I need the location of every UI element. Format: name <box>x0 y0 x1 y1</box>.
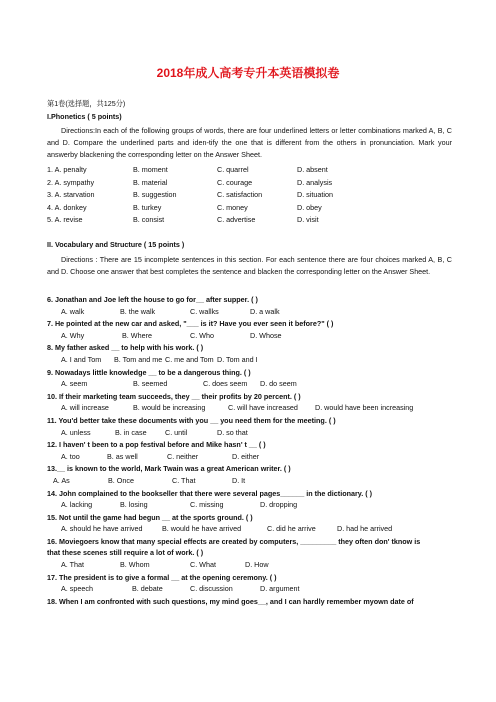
answer-option: A. should he have arrived <box>61 524 143 534</box>
question-text: 18. When I am confronted with such questions, my mind goes__, and I can hardly remember myown date of <box>47 597 414 606</box>
document-title: 2018年成人高考专升本英语模拟卷 <box>156 66 340 80</box>
phonetics-option: B. moment <box>133 165 168 174</box>
answer-option: C. will have increased <box>228 403 298 413</box>
section2-heading: II. Vocabulary and Structure ( 15 points ) <box>47 240 185 249</box>
question-text: 8. My father asked __ to help with his work. ( ) <box>47 343 204 353</box>
answer-option: A. will increase <box>61 403 109 413</box>
answer-option: B. Where <box>122 330 152 340</box>
question-text: 13.__ is known to the world, Mark Twain was a great American writer. ( ) <box>47 464 291 474</box>
answer-option: D. would have been increasing <box>315 403 414 413</box>
answer-option: C. until <box>165 427 188 437</box>
answer-option: A. As <box>53 476 70 485</box>
answer-option: D. dropping <box>260 500 298 510</box>
answer-option: B. in case <box>115 427 147 437</box>
phonetics-option: 5. A. revise <box>47 215 83 224</box>
question-text: 7. He pointed at the new car and asked, "___ is it? Have you ever seen it before?" ( ) <box>47 319 334 329</box>
answer-option: D. do seem <box>260 379 297 389</box>
answer-option: D. How <box>245 560 269 570</box>
answer-option: B. the walk <box>120 306 156 316</box>
phonetics-option: B. turkey <box>133 202 162 212</box>
answer-option: C. did he arrive <box>267 524 316 534</box>
answer-option: D. argument <box>260 584 300 594</box>
answer-option: A. That <box>61 560 85 570</box>
phonetics-option: B. consist <box>133 215 165 224</box>
phonetics-option: B. suggestion <box>133 190 177 199</box>
answer-option: C. That <box>172 476 196 485</box>
phonetics-option: 1. A. penalty <box>47 165 87 174</box>
phonetics-option: B. material <box>133 177 168 187</box>
question-text-line: that these scenes still require a lot of work. ( ) <box>47 548 204 557</box>
phonetics-option: D. visit <box>297 215 319 224</box>
answer-option: A. lacking <box>61 500 93 510</box>
answer-option: D. Whose <box>250 330 282 340</box>
answer-option: A. too <box>61 451 80 461</box>
answer-option: B. Whom <box>120 560 150 570</box>
question-text: 6. Jonathan and Joe left the house to go for__ after supper. ( ) <box>47 295 258 304</box>
answer-option: C. does seem <box>203 379 248 389</box>
answer-option: B. as well <box>107 451 138 461</box>
question-text: 14. John complained to the bookseller that there were several pages______ in the dictionary. ( ) <box>47 488 373 498</box>
answer-option: A. speech <box>61 584 93 594</box>
answer-option: C. me and Tom <box>165 355 214 364</box>
question-text: 10. If their marketing team succeeds, they __ their profits by 20 percent. ( ) <box>47 391 301 401</box>
phonetics-option: C. satisfaction <box>217 190 263 199</box>
answer-option: D. a walk <box>250 306 280 316</box>
phonetics-option: C. courage <box>217 177 253 187</box>
phonetics-option: C. quarrel <box>217 165 249 174</box>
answer-option: D. Tom and I <box>217 355 258 364</box>
phonetics-option: C. money <box>217 202 248 212</box>
answer-option: B. debate <box>132 584 163 594</box>
section1-heading: I.Phonetics ( 5 points) <box>47 112 122 121</box>
answer-option: A. I and Tom <box>61 355 102 364</box>
phonetics-option: D. situation <box>297 190 333 199</box>
section1-directions: Directions:In each of the following groups of words, there are four underlined letters or letter combinations marked A, B, C and D. Compare the underlined parts and iden-tify the one that is different from the others in pronunciation. Mark your answerby blackening the corresponding letter on the Answer Sheet. <box>47 126 452 159</box>
question-text: 17. The president is to give a formal __ at the opening ceremony. ( ) <box>47 572 277 582</box>
volume-label: 第1卷(选择题，共125分) <box>47 99 126 108</box>
section2-directions: Directions : There are 15 incomplete sentences in this section. For each sentence there are four choices marked A, B, C and D. Choose one answer that best completes the sentence and blacken the corresponding letter on the Answer Sheet. <box>47 255 452 276</box>
answer-option: D. It <box>232 476 246 485</box>
answer-option: D. either <box>232 451 260 461</box>
phonetics-option: 4. A. donkey <box>47 202 87 212</box>
question-text: 11. You'd better take these documents with you __ you need them for the meeting. ( ) <box>47 416 336 425</box>
answer-option: D. had he arrived <box>337 524 393 534</box>
answer-option: C. missing <box>190 500 224 510</box>
phonetics-option: 3. A. starvation <box>47 190 95 199</box>
answer-option: D. so that <box>217 427 248 437</box>
question-text: 9. Nowadays little knowledge __ to be a dangerous thing. ( ) <box>47 367 251 377</box>
answer-option: A. unless <box>61 427 91 437</box>
phonetics-option: D. obey <box>297 202 322 212</box>
question-text: 12. I haven' t been to a pop festival before and Mike hasn' t __ ( ) <box>47 440 266 450</box>
answer-option: B. would be increasing <box>133 403 206 413</box>
phonetics-option: D. absent <box>297 165 328 174</box>
phonetics-option: C. advertise <box>217 215 256 224</box>
phonetics-option: D. analysis <box>297 177 333 187</box>
answer-option: A. seem <box>61 379 88 389</box>
answer-option: C. What <box>190 560 216 570</box>
answer-option: B. seemed <box>133 379 168 389</box>
answer-option: B. Once <box>108 476 134 485</box>
question-text: 15. Not until the game had begun __ at the sports ground. ( ) <box>47 512 253 522</box>
phonetics-option: 2. A. sympathy <box>47 177 95 187</box>
answer-option: C. neither <box>167 451 199 461</box>
answer-option: B. Tom and me <box>114 355 163 364</box>
answer-option: C. wallks <box>190 306 219 316</box>
answer-option: C. Who <box>190 330 214 340</box>
answer-option: C. discussion <box>190 584 233 594</box>
answer-option: B. would he have arrived <box>162 524 242 534</box>
answer-option: A. walk <box>61 306 85 316</box>
answer-option: A. Why <box>61 330 85 340</box>
question-text-line: 16. Moviegoers know that many special effects are created by computers, _________ they often don' tknow is <box>47 537 421 546</box>
answer-option: B. losing <box>120 500 148 510</box>
